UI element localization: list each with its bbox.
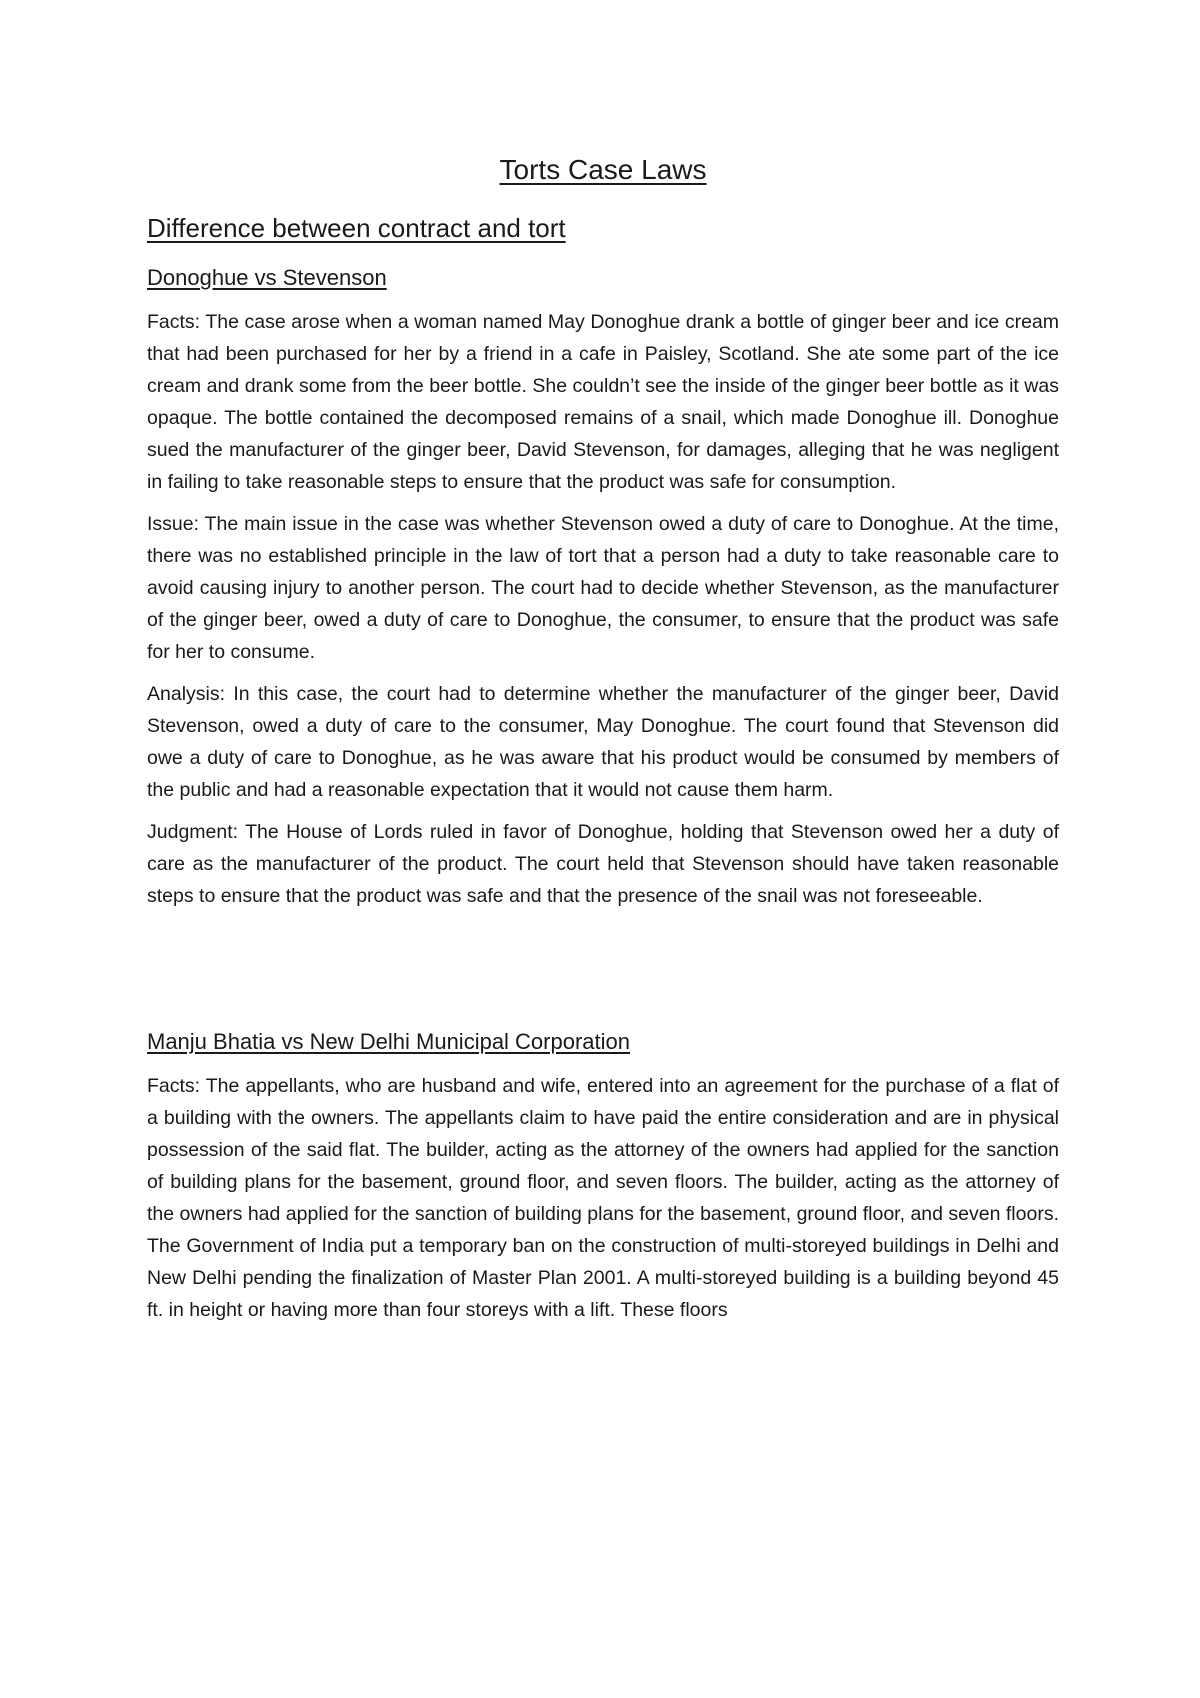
paragraph-label: Facts:	[147, 311, 201, 333]
paragraph-text: The main issue in the case was whether Stevenson owed a duty of care to Donoghue. At the time, there was no established principle in the law of tort that a person had a duty to take reasonable care to avoid causing injury to another person. The court had to decide whether Stevenson, as the manufacturer of the ginger beer, owed a duty of care to Donoghue, the consumer, to ensure that the product was safe for her to consume.	[147, 513, 1059, 663]
paragraph-text: The case arose when a woman named May Donoghue drank a bottle of ginger beer and ice cream that had been purchased for her by a friend in a cafe in Paisley, Scotland. She ate some part of the ice cream and drank some from the beer bottle. She couldn’t see the inside of the ginger beer bottle as it was opaque. The bottle contained the decomposed remains of a snail, which made Donoghue ill. Donoghue sued the manufacturer of the ginger beer, David Stevenson, for damages, alleging that he was negligent in failing to take reasonable steps to ensure that the product was safe for consumption.	[147, 311, 1059, 493]
analysis-paragraph	[147, 678, 1059, 806]
judgment-paragraph	[147, 816, 1059, 912]
paragraph-label: Issue:	[147, 513, 200, 535]
document-page	[147, 150, 1059, 1336]
paragraph-text: The House of Lords ruled in favor of Donoghue, holding that Stevenson owed her a duty of care as the manufacturer of the product. The court held that Stevenson should have taken reasonable steps to ensure that the product was safe and that the presence of the snail was not foreseeable.	[147, 821, 1059, 907]
paragraph-text: In this case, the court had to determine whether the manufacturer of the ginger beer, David Stevenson, owed a duty of care to the consumer, May Donoghue. The court found that Stevenson did owe a duty of care to Donoghue, as he was aware that his product would be consumed by members of the public and had a reasonable expectation that it would not cause them harm.	[147, 683, 1059, 801]
paragraph-text: The appellants, who are husband and wife, entered into an agreement for the purchase of a flat of a building with the owners. The appellants claim to have paid the entire consideration and are in physical possession of the said flat. The builder, acting as the attorney of the owners had applied for the sanction of building plans for the basement, ground floor, and seven floors. The builder, acting as the attorney of the owners had applied for the sanction of building plans for the basement, ground floor, and seven floors. The Government of India put a temporary ban on the construction of multi-storeyed buildings in Delhi and New Delhi pending the finalization of Master Plan 2001. A multi-storeyed building is a building beyond 45 ft. in height or having more than four storeys with a lift. These floors	[147, 1075, 1059, 1321]
paragraph-label: Facts:	[147, 1075, 201, 1097]
paragraph-label: Analysis:	[147, 683, 226, 705]
section-spacer	[147, 922, 1059, 1026]
case-heading: Donoghue vs Stevenson	[147, 265, 387, 290]
facts-paragraph	[147, 306, 1059, 498]
facts-paragraph	[147, 1070, 1059, 1326]
case-heading: Manju Bhatia vs New Delhi Municipal Corporation	[147, 1029, 631, 1054]
paragraph-label: Judgment:	[147, 821, 239, 843]
document-title: Torts Case Laws	[499, 154, 707, 185]
issue-paragraph	[147, 508, 1059, 668]
case-manju-bhatia-vs-ndmc	[147, 1026, 1059, 1326]
case-donoghue-vs-stevenson	[147, 262, 1059, 912]
section-heading: Difference between contract and tort	[147, 213, 566, 243]
